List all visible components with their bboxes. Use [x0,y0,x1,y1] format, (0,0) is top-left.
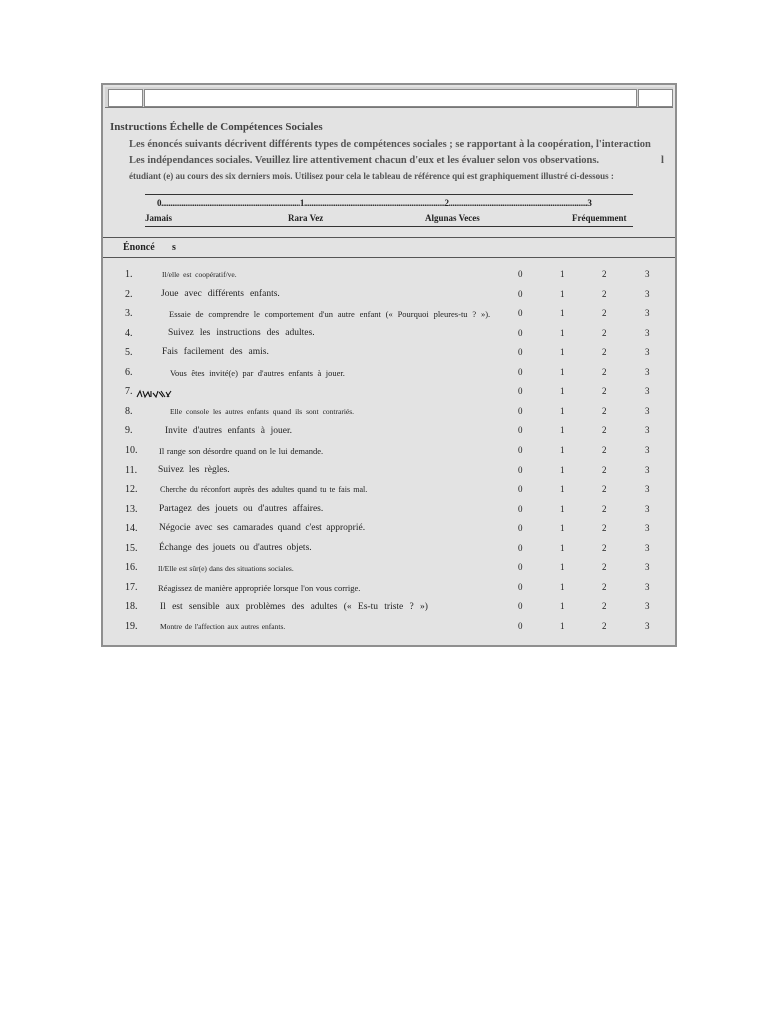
score-option-3: 3 [645,405,650,416]
item-number: 15. [125,542,138,554]
score-option-1: 1 [560,523,565,534]
item-number: 8. [125,405,133,417]
item-statement: Joue avec différents enfants. [161,288,280,299]
scale-dots-line: 0...........................................................................1............................................................................2...........................................................................3 [157,198,592,208]
score-option-3: 3 [645,620,650,631]
score-option-2: 2 [602,425,607,436]
score-option-1: 1 [560,542,565,553]
item-number: 19. [125,620,138,632]
table-row [103,406,675,425]
score-option-0: 0 [518,347,523,358]
item-statement: Suivez les règles. [158,464,230,475]
score-option-2: 2 [602,503,607,514]
item-number: 11. [125,464,138,476]
score-option-2: 2 [602,581,607,592]
score-option-0: 0 [518,523,523,534]
table-row [103,367,675,386]
table-row [103,347,675,366]
score-option-1: 1 [560,581,565,592]
table-row [103,386,675,405]
score-option-3: 3 [645,386,650,397]
score-option-0: 0 [518,601,523,612]
score-option-3: 3 [645,347,650,358]
score-option-2: 2 [602,562,607,573]
score-option-3: 3 [645,444,650,455]
score-option-0: 0 [518,444,523,455]
score-option-0: 0 [518,288,523,299]
score-option-0: 0 [518,503,523,514]
score-option-2: 2 [602,288,607,299]
table-row [103,543,675,562]
score-option-3: 3 [645,503,650,514]
score-option-0: 0 [518,386,523,397]
score-option-1: 1 [560,425,565,436]
score-option-3: 3 [645,523,650,534]
item-statement: Négocie avec ses camarades quand c'est approprié. [159,523,366,534]
item-statement: Il range son désordre quand on le lui demande. [159,445,324,456]
score-option-2: 2 [602,405,607,416]
item-number: 7. [125,386,133,398]
score-option-1: 1 [560,620,565,631]
item-statement: Montre de l'affection aux autres enfants. [160,622,286,632]
score-option-0: 0 [518,425,523,436]
header-cell-right [638,89,673,107]
score-option-2: 2 [602,327,607,338]
item-statement: Échange des jouets ou d'autres objets. [159,542,312,553]
header-bar [105,87,673,108]
header-cell-left [108,89,143,107]
item-statement: Il/Elle est sûr(e) dans des situations sociales. [158,563,294,573]
item-number: 3. [125,308,133,320]
instructions-line-3: étudiant (e) au cours des six derniers mois. Utilisez pour cela le tableau de référence qui est graphiquement illustré ci-dessous : [129,171,614,181]
item-statement: Invite d'autres enfants à jouer. [165,425,293,436]
item-number: 6. [125,366,133,378]
score-option-2: 2 [602,386,607,397]
enonce-column-header: Énoncé [123,242,155,253]
score-option-0: 0 [518,366,523,377]
score-option-1: 1 [560,288,565,299]
score-option-3: 3 [645,542,650,553]
score-option-0: 0 [518,484,523,495]
item-statement: Elle console les autres enfants quand ils sont contrariés. [170,407,355,417]
score-option-1: 1 [560,269,565,279]
item-statement: Réagissez de manière appropriée lorsque l'on vous corrige. [158,582,361,593]
score-option-0: 0 [518,327,523,338]
score-option-1: 1 [560,308,565,319]
score-option-3: 3 [645,601,650,612]
item-number: 5. [125,347,133,359]
table-row [103,465,675,484]
score-option-3: 3 [645,581,650,592]
table-row [103,504,675,523]
item-statement: Cherche du réconfort auprès des adultes quand tu te fais mal. [160,485,368,495]
item-number: 1. [125,269,133,280]
table-row [103,601,675,620]
item-number: 18. [125,601,138,613]
score-option-2: 2 [602,308,607,319]
score-option-2: 2 [602,601,607,612]
score-option-2: 2 [602,269,607,279]
section-divider-top [103,237,675,238]
score-option-2: 2 [602,523,607,534]
item-statement: Il est sensible aux problèmes des adultes (« Es-tu triste ? ») [160,601,428,612]
score-option-1: 1 [560,601,565,612]
scale-label-jamais: Jamais [145,213,172,223]
item-number: 4. [125,327,133,339]
table-row [103,562,675,581]
score-option-0: 0 [518,542,523,553]
score-option-1: 1 [560,347,565,358]
item-number: 17. [125,581,138,593]
score-option-2: 2 [602,444,607,455]
item-statement: Il/elle est coopératif/ve. [162,270,237,280]
item-number: 2. [125,288,133,300]
score-option-0: 0 [518,581,523,592]
item-number: 10. [125,444,138,456]
score-option-2: 2 [602,484,607,495]
score-option-3: 3 [645,269,650,279]
table-row [103,308,675,327]
score-option-0: 0 [518,269,523,279]
scale-label-rara-vez: Rara Vez [288,213,324,223]
instructions-title: Instructions Échelle de Compétences Sociales [110,121,323,133]
table-row [103,582,675,601]
score-option-1: 1 [560,484,565,495]
scale-top-rule [145,194,633,195]
item-number: 16. [125,562,138,574]
score-option-3: 3 [645,425,650,436]
item-number: 14. [125,523,138,535]
score-option-3: 3 [645,327,650,338]
score-option-0: 0 [518,405,523,416]
score-option-3: 3 [645,308,650,319]
item-number: 13. [125,503,138,515]
scale-document [101,83,677,647]
score-option-2: 2 [602,464,607,475]
score-option-0: 0 [518,464,523,475]
table-row [103,269,675,288]
score-option-3: 3 [645,562,650,573]
scale-bottom-rule [145,226,633,227]
score-option-1: 1 [560,503,565,514]
item-statement: Essaie de comprendre le comportement d'un autre enfant (« Pourquoi pleures-tu ? »). [169,308,491,319]
score-option-3: 3 [645,288,650,299]
item-statement: Vous êtes invité(e) par d'autres enfants à jouer. [170,367,345,378]
score-option-2: 2 [602,620,607,631]
score-option-0: 0 [518,308,523,319]
scale-label-algunas-veces: Algunas Veces [425,213,480,223]
header-cell-middle [144,89,637,107]
score-option-1: 1 [560,562,565,573]
score-option-3: 3 [645,366,650,377]
enonce-column-header-suffix: s [172,242,176,253]
item-statement: Fais facilement des amis. [162,347,269,358]
table-row [103,445,675,464]
table-row [103,621,675,640]
score-option-1: 1 [560,327,565,338]
score-option-2: 2 [602,366,607,377]
item-number: 9. [125,425,133,437]
table-row [103,328,675,347]
item-statement: Partagez des jouets ou d'autres affaires. [159,503,324,514]
score-option-2: 2 [602,347,607,358]
instructions-line-1: Les énoncés suivants décrivent différents types de compétences sociales ; se rapportant à la coopération, l'interaction [129,139,651,150]
scale-label-frequemment: Fréquemment [572,213,627,223]
score-option-3: 3 [645,484,650,495]
instructions-line-2-end: l [661,155,664,166]
score-option-1: 1 [560,405,565,416]
score-option-1: 1 [560,464,565,475]
score-option-1: 1 [560,386,565,397]
score-option-3: 3 [645,464,650,475]
score-option-0: 0 [518,620,523,631]
instructions-line-2: Les indépendances sociales. Veuillez lire attentivement chacun d'eux et les évaluer selon vos observations. [129,155,600,166]
item-statement: Suivez les instructions des adultes. [168,327,315,338]
item-number: 12. [125,484,138,496]
table-row [103,425,675,444]
table-row [103,523,675,542]
illegible-text-mark [136,386,172,396]
table-row [103,289,675,308]
table-row [103,484,675,503]
score-option-1: 1 [560,444,565,455]
section-divider-bottom [103,257,675,258]
score-option-2: 2 [602,542,607,553]
score-option-1: 1 [560,366,565,377]
score-option-0: 0 [518,562,523,573]
